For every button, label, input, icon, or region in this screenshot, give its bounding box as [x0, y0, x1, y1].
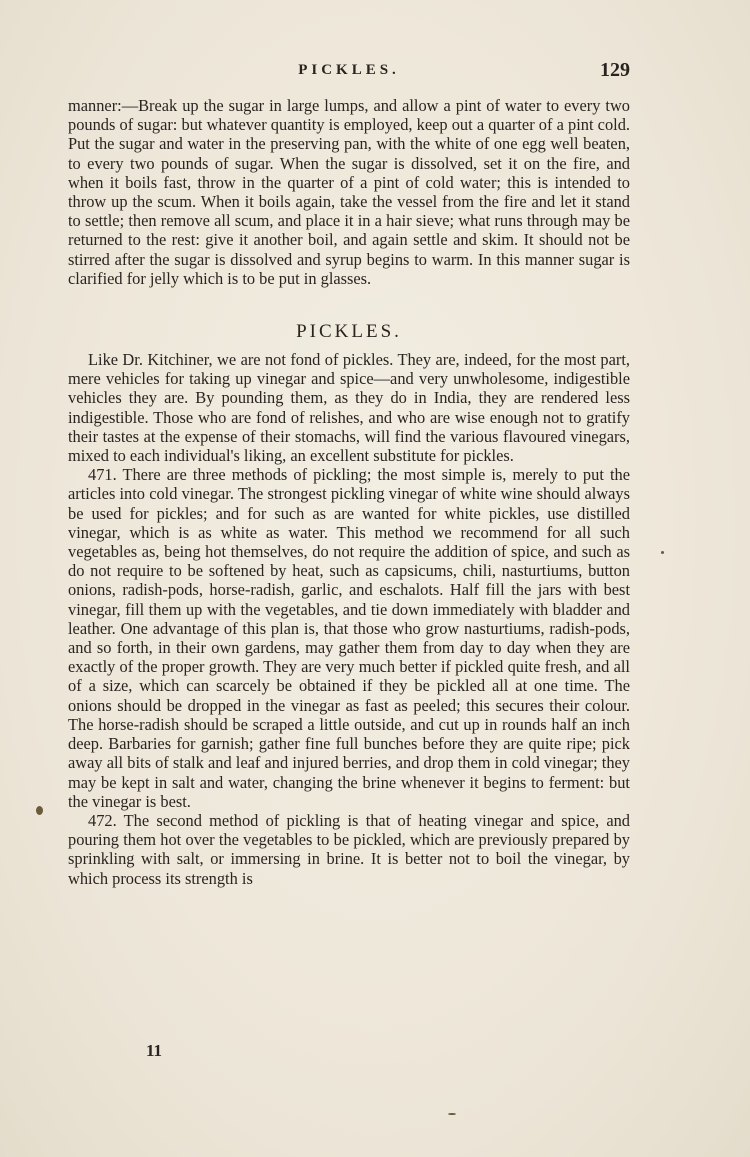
paragraph-472: 472. The second method of pickling is that of heating vinegar and spice, and pouring them hot over the vegetables to be pickled, which are previously prepared by sprinkling with salt, or immersing in brine. It is better not to boil the vinegar, by which process its strength is: [68, 810, 630, 888]
paragraph-471: 471. There are three methods of pickling; the most simple is, merely to put the articles into cold vinegar. The strongest pickling vinegar of white wine should always be used for pickles; and for such as are wanted for white pickles, use distilled vinegar, which is as white as water. This method we recommend for all such vegetables as, being hot themselves, do not require the addition of spice, and such as do not require to be softened by heat, such as capsicums, chili, nasturtiums, button onions, radish-pods, horse-radish, garlic, and eschalots. Half fill the jars with best vinegar, fill them up with the vegetables, and tie down immediately with bladder and leather. One advantage of this plan is, that those who grow nasturtiums, radish-pods, and so forth, in their own gardens, may gather them from day to day when they are exactly of the proper growth. They are very much better if pickled quite fresh, and all of a size, which can scarcely be obtained if they be pickled all at one time. The onions should be dropped in the vinegar as fast as peeled; this secures their colour. The horse-radish should be scraped a little outside, and cut up in rounds half an inch deep. Barbaries for garnish; gather fine full bunches before they are quite ripe; pick away all bits of stalk and leaf and injured berries, and drop them in cold vinegar; they may be kept in salt and water, changing the brine whenever it begins to ferment: but the vinegar is best.: [68, 465, 630, 811]
running-title: PICKLES.: [298, 62, 400, 78]
ink-speck: [36, 806, 43, 815]
ink-speck: [661, 551, 664, 554]
signature-mark: 11: [146, 1041, 163, 1060]
page-body: [68, 96, 630, 888]
page-number: 129: [600, 59, 630, 81]
running-head: [68, 59, 630, 86]
paragraph-pickles-intro: Like Dr. Kitchiner, we are not fond of pickles. They are, indeed, for the most part, mere vehicles for taking up vinegar and spice—and very unwholesome, indigestible vehicles they are. By pounding them, as they do in India, they are rendered less indigestible. Those who are fond of relishes, and who are wise enough not to gratify their tastes at the expense of their stomachs, will find the various flavoured vinegars, mixed to each individual's liking, an excellent substitute for pickles.: [68, 350, 630, 466]
ink-speck: [448, 1113, 456, 1115]
intro-paragraph: manner:—Break up the sugar in large lumps, and allow a pint of water to every two pounds of sugar: but whatever quantity is employed, keep out a quarter of a pint cold. Put the sugar and water in the preserving pan, with the white of one egg well beaten, to every two pounds of sugar. When the sugar is dissolved, set it on the fire, and when it boils fast, throw in the quarter of a pint of cold water; this is intended to throw up the scum. When it boils again, take the vessel from the fire and let it stand to settle; then remove all scum, and place it in a hair sieve; what runs through may be returned to the rest: give it another boil, and again settle and skim. It should not be stirred after the sugar is dissolved and syrup begins to warm. In this manner sugar is clarified for jelly which is to be put in glasses.: [68, 96, 630, 288]
section-title: PICKLES.: [296, 321, 402, 343]
